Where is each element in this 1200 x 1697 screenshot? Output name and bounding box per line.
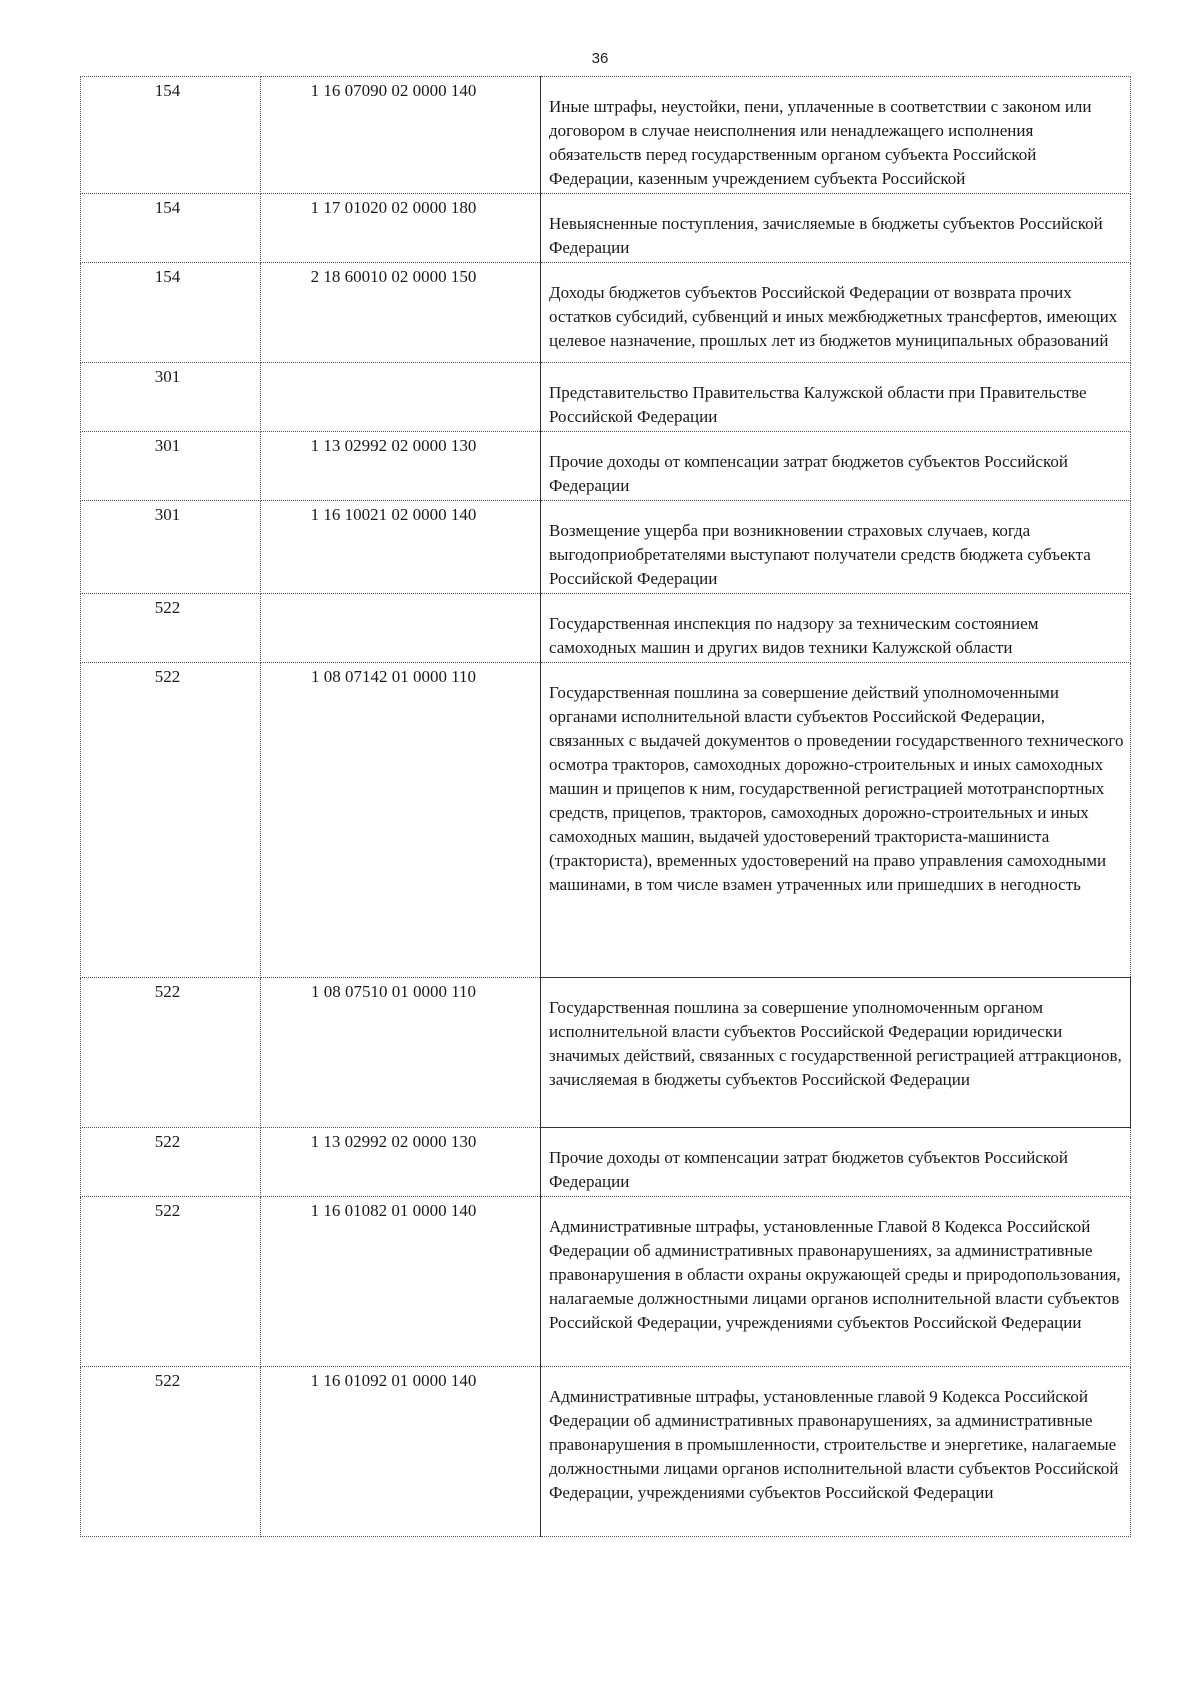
revenue-name-cell: Возмещение ущерба при возникновении страховых случаев, когда выгодоприобретателями выступают получатели средств бюджета субъекта Российской Федерации (541, 501, 1131, 594)
revenue-name-cell: Административные штрафы, установленные Главой 8 Кодекса Российской Федерации об административных правонарушениях, за административные правонарушения в области охраны окружающей среды и природопользования, налагаемые должностными лицами органов исполнительной власти субъектов Российской Федерации, учреждениями субъектов Российской Федерации (541, 1197, 1131, 1367)
revenue-name-cell: Государственная инспекция по надзору за техническим состоянием самоходных машин и других видов техники Калужской области (541, 594, 1131, 663)
budget-code-cell: 1 13 02992 02 0000 130 (261, 1128, 541, 1197)
budget-code-cell: 1 16 01082 01 0000 140 (261, 1197, 541, 1367)
budget-code-cell: 2 18 60010 02 0000 150 (261, 263, 541, 363)
admin-code-cell: 154 (81, 77, 261, 194)
budget-code-cell (261, 363, 541, 432)
revenue-name-cell: Доходы бюджетов субъектов Российской Федерации от возврата прочих остатков субсидий, субвенций и иных межбюджетных трансфертов, имеющих целевое назначение, прошлых лет из бюджетов муниципальных образований (541, 263, 1131, 363)
table-row (81, 363, 1131, 432)
table-row (81, 978, 1131, 1128)
budget-code-cell: 1 16 07090 02 0000 140 (261, 77, 541, 194)
budget-code-cell: 1 08 07510 01 0000 110 (261, 978, 541, 1128)
admin-code-cell: 522 (81, 1128, 261, 1197)
admin-code-cell: 522 (81, 663, 261, 978)
budget-code-cell: 1 13 02992 02 0000 130 (261, 432, 541, 501)
admin-code-cell: 301 (81, 432, 261, 501)
revenue-name-cell: Невыясненные поступления, зачисляемые в бюджеты субъектов Российской Федерации (541, 194, 1131, 263)
budget-code-cell (261, 594, 541, 663)
document-sheet (80, 76, 1130, 1502)
revenue-name-cell: Прочие доходы от компенсации затрат бюджетов субъектов Российской Федерации (541, 432, 1131, 501)
admin-code-cell: 522 (81, 1197, 261, 1367)
table-row (81, 77, 1131, 194)
table-row (81, 432, 1131, 501)
budget-code-cell: 1 17 01020 02 0000 180 (261, 194, 541, 263)
table-row (81, 501, 1131, 594)
admin-code-cell: 522 (81, 1367, 261, 1537)
page-number: 36 (591, 50, 609, 67)
revenue-name-cell: Представительство Правительства Калужской области при Правительстве Российской Федерации (541, 363, 1131, 432)
revenue-name-cell: Иные штрафы, неустойки, пени, уплаченные в соответствии с законом или договором в случае неисполнения или ненадлежащего исполнения обязательств перед государственным органом субъекта Российской Федерации, казенным учреждением субъекта Российской (541, 77, 1131, 194)
table-row (81, 663, 1131, 978)
budget-code-cell: 1 16 01092 01 0000 140 (261, 1367, 541, 1537)
admin-code-cell: 154 (81, 194, 261, 263)
revenue-name-cell: Прочие доходы от компенсации затрат бюджетов субъектов Российской Федерации (541, 1128, 1131, 1197)
table-row (81, 263, 1131, 363)
admin-code-cell: 301 (81, 363, 261, 432)
admin-code-cell: 301 (81, 501, 261, 594)
revenue-name-cell: Государственная пошлина за совершение уполномоченным органом исполнительной власти субъектов Российской Федерации юридически значимых действий, связанных с государственной регистрацией аттракционов, зачисляемая в бюджеты субъектов Российской Федерации (541, 978, 1131, 1128)
budget-code-cell: 1 08 07142 01 0000 110 (261, 663, 541, 978)
table-row (81, 1128, 1131, 1197)
revenue-name-cell: Государственная пошлина за совершение действий уполномоченными органами исполнительной власти субъектов Российской Федерации, связанных с выдачей документов о проведении государственного технического осмотра тракторов, самоходных дорожно-строительных и иных самоходных машин и прицепов к ним, государственной регистрацией мототранспортных средств, прицепов, тракторов, самоходных дорожно-строительных и иных самоходных машин, выдачей удостоверений тракториста-машиниста (тракториста), временных удостоверений на право управления самоходными машинами, в том числе взамен утраченных или пришедших в негодность (541, 663, 1131, 978)
table-row (81, 194, 1131, 263)
admin-code-cell: 522 (81, 978, 261, 1128)
admin-code-cell: 522 (81, 594, 261, 663)
table-row (81, 1367, 1131, 1537)
admin-code-cell: 154 (81, 263, 261, 363)
revenue-name-cell: Административные штрафы, установленные главой 9 Кодекса Российской Федерации об административных правонарушениях, за административные правонарушения в промышленности, строительстве и энергетике, налагаемые должностными лицами органов исполнительной власти субъектов Российской Федерации, учреждениями субъектов Российской Федерации (541, 1367, 1131, 1537)
table-row (81, 594, 1131, 663)
budget-revenue-table (80, 76, 1131, 1537)
table-row (81, 1197, 1131, 1367)
budget-code-cell: 1 16 10021 02 0000 140 (261, 501, 541, 594)
